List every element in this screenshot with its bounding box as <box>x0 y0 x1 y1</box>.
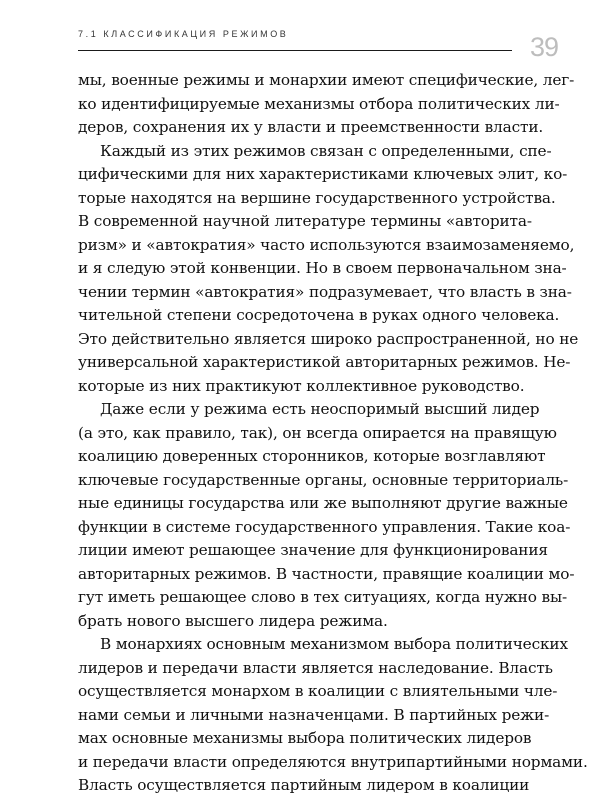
text-line: Это действительно является широко распространенной, но не <box>78 329 579 348</box>
page-number: 39 <box>530 32 559 62</box>
text-line: чительной степени сосредоточена в руках одного человека. <box>78 306 560 324</box>
section-title: 7.1 КЛАССИФИКАЦИЯ РЕЖИМОВ <box>78 29 289 39</box>
text-line: осуществляется монархом в коалиции с влиятельными чле- <box>78 682 558 700</box>
text-line: лидеров и передачи власти является наследование. Власть <box>78 658 553 677</box>
text-line: функции в системе государственного управления. Такие коа- <box>78 517 571 536</box>
text-line: лиции имеют решающее значение для функционирования <box>78 541 548 559</box>
text-line: и передачи власти определяются внутрипартийными нормами. <box>78 752 588 771</box>
text-line: ко идентифицируемые механизмы отбора политических ли- <box>78 94 560 113</box>
body-text <box>78 69 588 798</box>
text-line: мы, военные режимы и монархии имеют специфические, лег- <box>78 71 575 89</box>
text-line: брать нового высшего лидера режима. <box>78 611 388 630</box>
text-line: чении термин «автократия» подразумевает, что власть в зна- <box>78 282 572 301</box>
text-line: ризм» и «автократия» часто используются взаимозаменяемо, <box>78 235 575 254</box>
text-line: коалицию доверенных сторонников, которые возглавляют <box>78 447 546 465</box>
text-line: В современной научной литературе термины «авторита- <box>78 212 532 230</box>
text-line: (а это, как правило, так), он всегда опирается на правящую <box>78 423 557 442</box>
text-line: и я следую этой конвенции. Но в своем первоначальном зна- <box>78 259 567 277</box>
text-line: Власть осуществляется партийным лидером в коалиции <box>78 776 530 794</box>
text-line: цифическими для них характеристиками ключевых элит, ко- <box>78 165 568 183</box>
text-line: Даже если у режима есть неоспоримый высший лидер <box>100 400 540 418</box>
running-header <box>78 22 559 62</box>
text-line: В монархиях основным механизмом выбора политических <box>100 635 568 653</box>
text-line: которые из них практикуют коллективное руководство. <box>78 376 525 395</box>
text-line: универсальной характеристикой авторитарных режимов. Не- <box>78 353 571 371</box>
text-line: гут иметь решающее слово в тех ситуациях, когда нужно вы- <box>78 588 567 606</box>
text-line: ные единицы государства или же выполняют другие важные <box>78 494 568 512</box>
text-line: мах основные механизмы выбора политических лидеров <box>78 729 532 747</box>
text-line: нами семьи и личными назначенцами. В партийных режи- <box>78 705 550 724</box>
text-line: деров, сохранения их у власти и преемственности власти. <box>78 118 544 136</box>
text-line: Каждый из этих режимов связан с определенными, спе- <box>100 141 552 160</box>
text-line: торые находятся на вершине государственного устройства. <box>78 188 556 207</box>
text-line: ключевые государственные органы, основные территориаль- <box>78 470 569 489</box>
text-line: авторитарных режимов. В частности, правящие коалиции мо- <box>78 564 575 583</box>
